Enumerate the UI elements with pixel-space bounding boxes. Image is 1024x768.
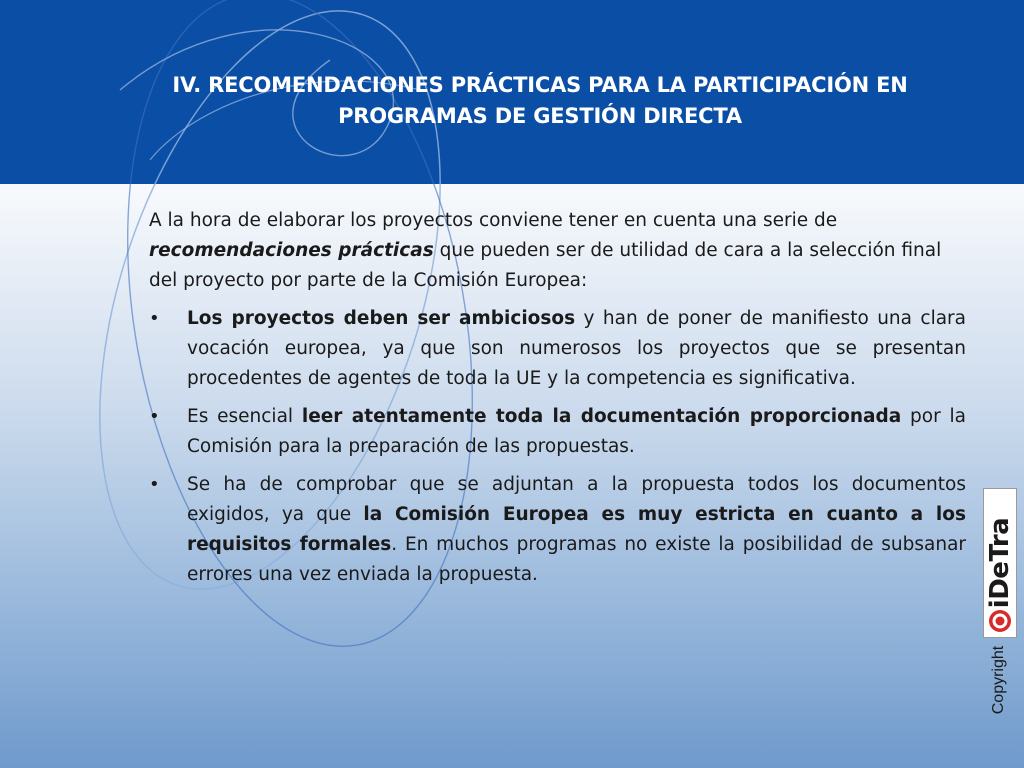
- slide-title: IV. RECOMENDACIONES PRÁCTICAS PARA LA PARTICIPACIÓN EN PROGRAMAS DE GESTIÓN DIRECTA: [172, 73, 908, 128]
- idetra-logo: [983, 488, 1017, 638]
- bullet-marker: •: [149, 406, 160, 427]
- bullet-3-post: . En muchos programas no existe la posibilidad de subsanar errores una vez enviada la propuesta.: [187, 534, 967, 585]
- bullet-item: [149, 304, 966, 394]
- bullet-marker: •: [149, 308, 160, 329]
- bullet-2-pre: Es esencial: [187, 406, 302, 427]
- logo-text: iDeTra: [985, 517, 1015, 609]
- intro-text-1: A la hora de elaborar los proyectos conviene tener en cuenta una serie de: [149, 210, 838, 231]
- bullet-1-text: y han de poner de manifiesto una clara vocación europea, ya que son numerosos los proyectos que se presentan procedentes de agentes de toda la UE y la competencia es significativa.: [187, 308, 966, 389]
- bullet-marker: •: [149, 474, 160, 495]
- intro-paragraph: [149, 206, 966, 296]
- bullet-1-bold: Los proyectos deben ser ambiciosos: [187, 308, 576, 329]
- bullet-item: [149, 470, 966, 590]
- target-icon: [988, 609, 1012, 633]
- bullet-item: [149, 402, 966, 462]
- bullet-2-post: por la Comisión para la preparación de las propuestas.: [187, 406, 966, 457]
- slide-body: [149, 206, 966, 598]
- intro-emphasis: recomendaciones prácticas: [149, 240, 434, 261]
- bullet-3-bold: la Comisión Europea es muy estricta en cuanto a los requisitos formales: [187, 504, 966, 555]
- intro-text-2: que pueden ser de utilidad de cara a la selección final del proyecto por parte de la Comisión Europea:: [149, 240, 942, 291]
- bullet-3-pre: Se ha de comprobar que se adjuntan a la propuesta todos los documentos exigidos, ya que: [187, 474, 966, 525]
- copyright-label: Copyright: [990, 645, 1007, 715]
- bullet-2-bold: leer atentamente toda la documentación proporcionada: [301, 406, 902, 427]
